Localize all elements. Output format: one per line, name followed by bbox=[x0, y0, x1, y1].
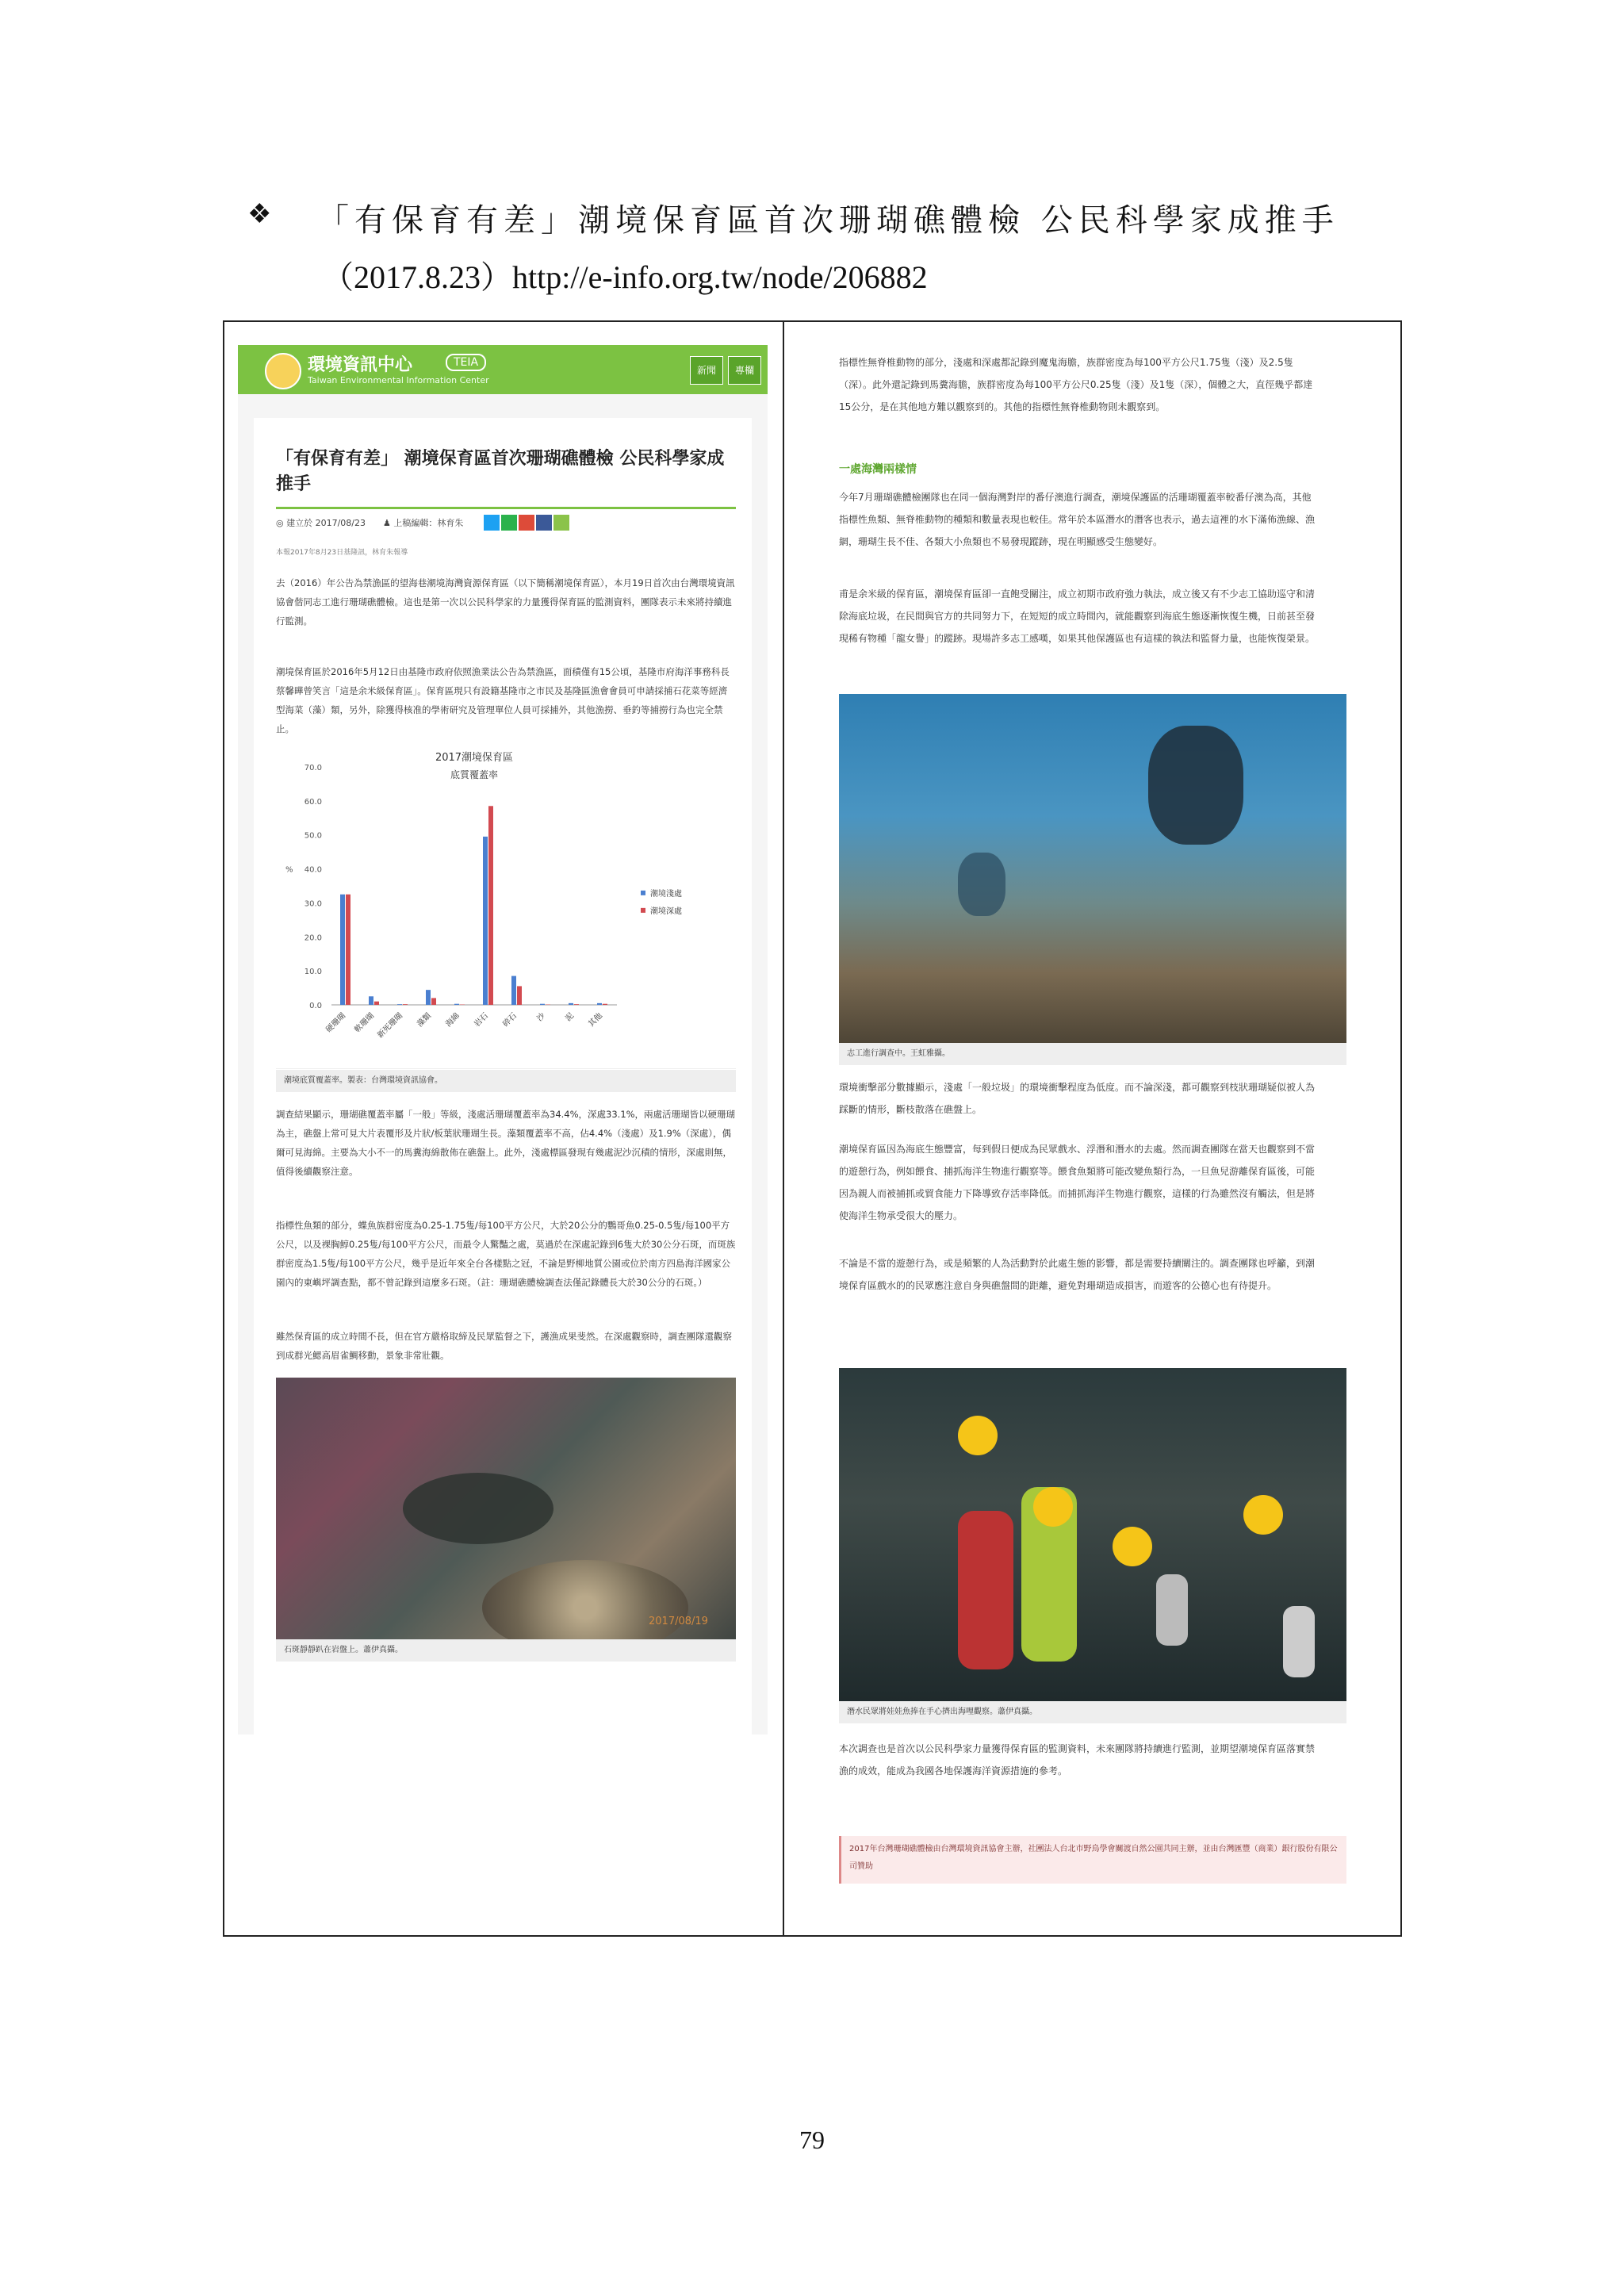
grouper-shape bbox=[403, 1473, 553, 1544]
coral-shape bbox=[482, 1560, 688, 1639]
x-tick-label: 沙 bbox=[535, 1011, 548, 1024]
frame-divider bbox=[783, 320, 784, 1937]
x-tick-label: 其他 bbox=[587, 1011, 605, 1029]
divers-group-photo bbox=[839, 1368, 1346, 1701]
y-tick-label: 20.0 bbox=[304, 933, 322, 943]
y-tick-label: 0.0 bbox=[309, 1002, 322, 1010]
paragraph-3: 調查結果顯示，珊瑚礁覆蓋率屬「一般」等級，淺處活珊瑚覆蓋率為34.4%，深處33.1%，兩處活珊瑚皆以硬珊瑚為主，礁盤上常可見大片表覆形及片狀/板葉狀珊瑚生長。藻類覆蓋率不高，佔4.4%（淺處）及1.9%（深處），偶爾可見海綿。主要為大小不一的馬糞海綿散佈在礁盤上。此外，淺處標區發現有幾處泥沙沉積的情形，深處則無，值得後續觀察注意。 bbox=[276, 1109, 736, 1177]
article-continuation bbox=[798, 345, 1350, 1888]
left-article-screenshot bbox=[238, 345, 768, 1734]
bar-deep bbox=[603, 1004, 607, 1005]
diamond-bullet-icon: ❖ bbox=[247, 198, 272, 230]
right-article-screenshot bbox=[798, 345, 1350, 1888]
bar-shallow bbox=[369, 996, 373, 1005]
bar-deep bbox=[431, 998, 436, 1005]
article-card bbox=[254, 418, 752, 1734]
bar-deep bbox=[488, 806, 493, 1005]
chart-title: 2017潮境保育區 bbox=[435, 752, 514, 764]
paragraph-behavior: 潮境保育區因為海底生態豐富，每到假日便成為民眾戲水、浮潛和潛水的去處。然而調查團隊在當天也觀察到不當的遊憩行為，例如餵食、捕抓海洋生物進行觀察等。餵食魚類將可能改變魚類行為，一旦魚兒游離保育區後，可能因為親人而被捕抓或貿食能力下降導致存活率降低。而捕抓海洋生物進行觀察，這樣的行為雖然沒有觸法，但是將使海洋生物承受很大的壓力。 bbox=[839, 1144, 1316, 1221]
nav-news-button[interactable]: 新聞 bbox=[690, 356, 723, 385]
paragraph-appeal: 不論是不當的遊憩行為，或是頻繁的人為活動對於此處生態的影響，都是需要持續關注的。調查團隊也呼籲，到潮境保育區戲水的的民眾應注意自身與礁盤間的距離，避免對珊瑚造成損害，而遊客的公德心也有待提升。 bbox=[839, 1258, 1316, 1291]
page-number: 79 bbox=[799, 2125, 825, 2154]
paragraph-comparison: 今年7月珊瑚礁體檢團隊也在同一個海灣對岸的番仔澳進行調查，潮境保護區的活珊瑚覆蓋率較番仔澳為高，其他指標性魚類、無脊椎動物的種類和數量表現也較佳。常年於本區潛水的潛客也表示，過去這裡的水下滿佈漁線、漁網，珊瑚生長不佳、各類大小魚類也不易發現蹤跡，現在明顯感受生態變好。 bbox=[839, 492, 1316, 547]
diver-red-suit bbox=[958, 1511, 1013, 1669]
googleplus-share-icon[interactable] bbox=[519, 515, 534, 531]
bar-shallow bbox=[340, 895, 345, 1005]
x-tick-label: 泥 bbox=[564, 1011, 576, 1024]
bar-shallow bbox=[454, 1004, 459, 1005]
diver-survey-photo bbox=[839, 694, 1346, 1043]
bar-deep bbox=[517, 986, 522, 1005]
legend-label: 潮境淺處 bbox=[650, 889, 682, 899]
paragraph-conclusion: 本次調查也是首次以公民科學家力量獲得保育區的監測資料，未來團隊將持續進行監測，並期望潮境保育區落實禁漁的成效，能成為我國各地保護海洋資源措施的參考。 bbox=[839, 1743, 1316, 1777]
site-subtitle: Taiwan Environmental Information Center bbox=[308, 375, 489, 385]
line-share-icon[interactable] bbox=[501, 515, 517, 531]
x-tick-label: 碎石 bbox=[501, 1011, 519, 1029]
site-header bbox=[238, 345, 768, 394]
diver-distant-shape bbox=[958, 853, 1005, 916]
paragraph-invertebrates: 指標性無脊椎動物的部分，淺處和深處都記錄到魔鬼海膽，族群密度為每100平方公尺1.75隻（淺）及2.5隻（深）。此外還記錄到馬糞海膽，族群密度為每100平方公尺0.25隻（淺）及1隻（深），個體之大，直徑幾乎都達15公分，是在其他地方難以觀察到的。其他的指標性無脊椎動物則未觀察到。 bbox=[839, 357, 1313, 412]
paragraph-4: 指標性魚類的部分，蝶魚族群密度為0.25-1.75隻/每100平方公尺，大於20公分的鸚哥魚0.25-0.5隻/每100平方公尺，以及裸胸鯙0.25隻/每100平方公尺，而最令人驚豔之處，莫過於在深處記錄到6隻大於30公分石斑，而斑族群密度為1.5隻/每100平方公尺，幾乎是近年來全台各樣點之冠，不論是野柳地質公園或位於南方四島海洋國家公園內的東嶼坪調查點，都不曾記錄到這麼多石斑。（註：珊瑚礁體檢調查法僅記錄體長大於30公分的石斑。） bbox=[276, 1220, 736, 1288]
section-heading: 一處海灣兩樣情 bbox=[839, 463, 917, 476]
y-tick-label: 70.0 bbox=[304, 764, 322, 772]
face-sticker-icon bbox=[1113, 1527, 1152, 1566]
title-divider bbox=[276, 507, 736, 509]
photo-caption: 石斑靜靜趴在岩盤上。蕭伊真攝。 bbox=[276, 1639, 736, 1662]
paragraph-1: 去（2016）年公告為禁漁區的望海巷潮境海灣資源保育區（以下簡稱潮境保育區），本月19日首次由台灣環境資訊協會偕同志工進行珊瑚礁體檢。這也是第一次以公民科學家的力量獲得保育區的監測資料，團隊表示未來將持續進行監測。 bbox=[276, 577, 735, 627]
y-tick-label: 40.0 bbox=[304, 865, 322, 875]
bar-deep bbox=[574, 1004, 579, 1005]
chart-subtitle: 底質覆蓋率 bbox=[450, 769, 499, 780]
y-tick-label: 50.0 bbox=[304, 831, 322, 841]
source-date-url: （2017.8.23）http://e-info.org.tw/node/206882 bbox=[322, 259, 928, 295]
facebook-share-icon[interactable] bbox=[536, 515, 552, 531]
bar-shallow bbox=[511, 976, 516, 1005]
grouper-photo bbox=[276, 1378, 736, 1639]
bar-shallow bbox=[397, 1004, 402, 1005]
air-tank-shape bbox=[1156, 1574, 1188, 1646]
bar-deep bbox=[403, 1004, 408, 1005]
bar-shallow bbox=[597, 1003, 602, 1005]
article-meta: ◎ 建立於 2017/08/23 ♟ 上稿編輯：林育朱 bbox=[276, 518, 464, 528]
bar-shallow bbox=[569, 1003, 573, 1005]
x-tick-label: 海綿 bbox=[444, 1011, 462, 1029]
photo2-caption: 潛水民眾將娃娃魚捧在手心擠出海哩觀察。蕭伊真攝。 bbox=[839, 1701, 1346, 1723]
paragraph-5: 雖然保育區的成立時間不長，但在官方嚴格取締及民眾監督之下，護漁成果斐然。在深處觀察時，調查團隊還觀察到成群光鰓高眉雀鯛移動，景象非常壯觀。 bbox=[276, 1331, 732, 1361]
face-sticker-icon bbox=[1033, 1487, 1073, 1527]
paragraph-enforcement: 甫是余米級的保育區，潮境保育區卻一直飽受關注，成立初期市政府強力執法，成立後又有不少志工協助巡守和清除海底垃圾，在民間與官方的共同努力下，在短短的成立時間內，就能觀察到海底生態逐漸恢復生機，日前甚至發現稀有物種「龍女譽」的蹤跡。現場許多志工感嘆，如果其他保護區也有這樣的執法和監督力量，也能恢復榮景。 bbox=[839, 588, 1316, 644]
coverage-chart bbox=[276, 743, 736, 1069]
face-sticker-icon bbox=[1243, 1495, 1283, 1535]
sponsor-note: 2017年台灣珊瑚礁體檢由台灣環境資訊協會主辦，社團法人台北市野鳥學會關渡自然公園共同主辦，並由台灣匯豐（商業）銀行股份有限公司贊助 bbox=[839, 1836, 1346, 1884]
x-tick-label: 岩石 bbox=[473, 1011, 491, 1029]
section-title: 「有保育有差」潮境保育區首次珊瑚礁體檢 公民科學家成推手 bbox=[317, 202, 1339, 239]
x-tick-label: 軟珊瑚 bbox=[353, 1011, 377, 1035]
x-tick-label: 新死珊瑚 bbox=[376, 1011, 405, 1041]
bar-shallow bbox=[426, 990, 431, 1005]
y-tick-label: 30.0 bbox=[304, 899, 322, 909]
plurk-share-icon[interactable] bbox=[553, 515, 569, 531]
article-title: 「有保育有差」 潮境保育區首次珊瑚礁體檢 公民科學家成推手 bbox=[276, 449, 725, 494]
legend-swatch bbox=[641, 891, 645, 895]
site-badge: TEIA bbox=[446, 354, 486, 371]
air-tank-shape bbox=[1283, 1606, 1315, 1677]
y-tick-label: 10.0 bbox=[304, 968, 322, 977]
diver-shape bbox=[1148, 726, 1243, 845]
legend-label: 潮境深處 bbox=[650, 907, 682, 916]
article-dateline: 本報2017年8月23日基隆訊，林育朱報導 bbox=[276, 549, 408, 557]
y-axis-label: % bbox=[285, 865, 293, 875]
bar-deep bbox=[374, 1002, 379, 1005]
nav-column-button[interactable]: 專欄 bbox=[728, 356, 761, 385]
site-name: 環境資訊中心 bbox=[308, 355, 413, 375]
bar-shallow bbox=[540, 1004, 545, 1005]
photo-timestamp: 2017/08/19 bbox=[649, 1616, 708, 1627]
paragraph-2: 潮境保育區於2016年5月12日由基隆市政府依照漁業法公告為禁漁區，面積僅有15公頃，基隆市府海洋事務科長蔡馨曄曾笑言「這是余米級保育區」。保育區現只有設籍基隆市之市民及基隆區漁會會員可申請採捕石花菜等經濟型海菜（藻）類，另外，除獲得核准的學術研究及管理單位人員可採捕外，其他漁撈、垂釣等捕撈行為也完全禁止。 bbox=[276, 666, 730, 734]
bar-shallow bbox=[483, 837, 488, 1005]
coverage-chart-svg bbox=[276, 743, 736, 1068]
x-tick-label: 藻類 bbox=[416, 1011, 434, 1029]
site-logo-icon bbox=[265, 353, 301, 389]
twitter-share-icon[interactable] bbox=[484, 515, 500, 531]
photo1-caption: 志工進行調查中。王虹雅攝。 bbox=[839, 1043, 1346, 1065]
paragraph-impact: 環境衝擊部分數據顯示，淺處「一般垃圾」的環境衝擊程度為低度。而不論深淺，都可觀察到枝狀珊瑚疑似被人為踩斷的情形，斷枝散落在礁盤上。 bbox=[839, 1082, 1316, 1115]
bar-deep bbox=[346, 895, 350, 1005]
legend-swatch bbox=[641, 908, 645, 913]
face-sticker-icon bbox=[958, 1416, 998, 1455]
y-tick-label: 60.0 bbox=[304, 797, 322, 807]
x-tick-label: 硬珊瑚 bbox=[324, 1011, 348, 1035]
chart-caption: 潮境底質覆蓋率。製表：台灣環境資訊協會。 bbox=[276, 1070, 736, 1092]
